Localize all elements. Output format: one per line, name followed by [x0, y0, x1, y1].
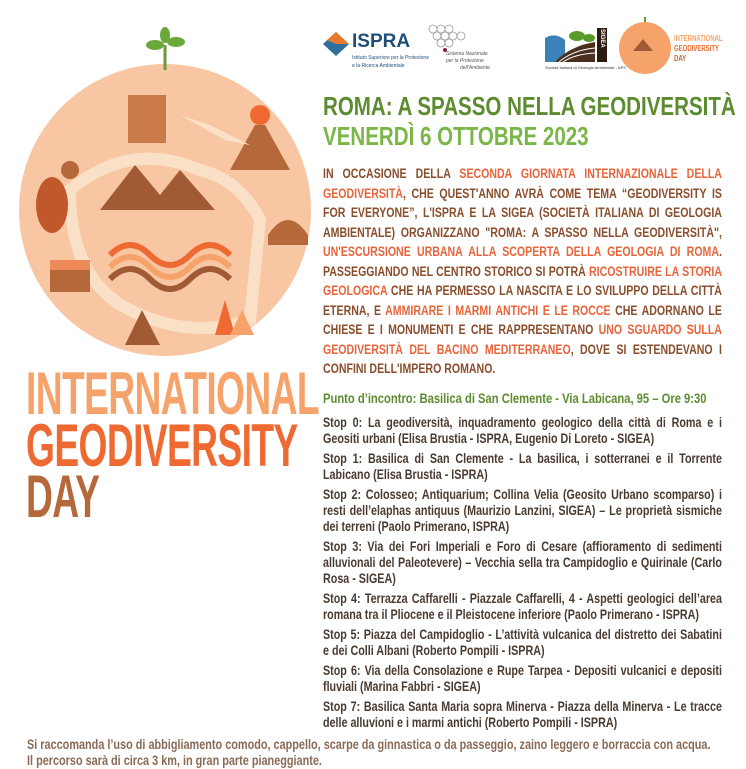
ispra-logo: [323, 30, 429, 74]
stop-item: Stop 0: La geodiversità, inquadramento geologico della città di Roma e i Geositi urbani (Elisa Brustia - ISPRA, Eugenio Di Loreto - SIGEA): [323, 414, 722, 446]
stop-item: Stop 4: Terrazza Caffarelli - Piazzale Caffarelli, 4 - Aspetti geologici dell’area romana tra il Pliocene e il Pleistocene inferiore (Paolo Primerano - ISPRA): [323, 590, 722, 622]
ammonite-icon: [61, 161, 79, 179]
igd-logo-line-2: GEODIVERSITY: [674, 44, 720, 53]
stop-item: Stop 3: Via dei Fori Imperiali e Foro di Cesare (affioramento di sedimenti alluvionali del Paleotevere) – Vecchia sella tra Campidoglio e Quirinale (Carlo Rosa - SIGEA): [323, 538, 722, 586]
highlighted-text: UN'ESCURSIONE URBANA ALLA SCOPERTA DELLA GEOLOGIA DI ROMA: [323, 244, 719, 259]
igd-logo-line-3: DAY: [674, 54, 687, 63]
event-details: [323, 91, 736, 735]
sigea-caption: Società Italiana di Geologia Ambientale - APS: [545, 65, 626, 70]
sigea-name: SIGEA: [599, 29, 605, 48]
title-line-international: INTERNATIONAL: [26, 360, 319, 427]
stop-item: Stop 7: Basilica Santa Maria sopra Minerva - Piazza della Minerva - Le tracce delle alluvioni e i marmi antichi (Roberto Pompili - ISPRA): [323, 698, 722, 730]
snpa-line-2: per la Protezione: [446, 58, 484, 64]
event-description: [323, 164, 722, 379]
footer-line-2: Il percorso sarà di circa 3 km, in gran parte pianeggiante.: [27, 753, 322, 768]
ispra-subtitle-2: e la Ricerca Ambientale: [352, 63, 405, 69]
description-text: , DOVE SI ESTENDEVANO I CONFINI DELL'IMPERO ROMANO.: [323, 341, 722, 376]
stop-item: Stop 1: Basilica di San Clemente - La basilica, i sotterranei e il Torrente Labicano (Elisa Brustia - ISPRA): [323, 450, 722, 482]
ispra-subtitle-1: Istituto Superiore per la Protezione: [352, 55, 429, 61]
highlighted-text: AMMIRARE I MARMI ANTICHI E LE ROCCE: [385, 302, 611, 318]
sigea-logo: [545, 28, 626, 72]
stop-item: Stop 6: Via della Consolazione e Rupe Tarpea - Depositi vulcanici e depositi fluviali (Marina Fabbri - SIGEA): [323, 662, 722, 694]
description-text: IN OCCASIONE DELLA: [323, 166, 460, 181]
highlighted-text: RICOSTRUIRE LA STORIA GEOLOGICA: [323, 263, 722, 298]
stop-item: Stop 5: Piazza del Campidoglio - L’attività vulcanica del distretto dei Sabatini e dei Colli Albani (Roberto Pompili - ISPRA): [323, 626, 722, 658]
event-title: ROMA: A SPASSO NELLA GEODIVERSITÀ: [323, 91, 736, 121]
snpa-logo: [428, 24, 503, 72]
cliff-icon: [128, 95, 166, 143]
geodiversity-illustration: [10, 20, 320, 360]
footer-line-1: Si raccomanda l’uso di abbigliamento comodo, cappello, scarpe da ginnastica o da passeggio, zaino leggero e borraccia con acqua.: [27, 737, 711, 752]
title-line-geodiversity: GEODIVERSITY: [26, 411, 298, 479]
stop-item: Stop 2: Colosseo; Antiquarium; Collina Velia (Geosito Urbano scomparso) i resti dell’elaphas antiquus (Maurizio Lanzini, SIGEA) – Le proprietà sismiche dei terreni (Paolo Primerano, ISPRA): [323, 486, 722, 534]
event-date: VENERDÌ 6 OTTOBRE 2023: [323, 121, 589, 151]
highlighted-text: SECONDA GIORNATA INTERNAZIONALE DELLA GEODIVERSITÀ: [323, 166, 722, 201]
title-line-day: DAY: [26, 463, 100, 531]
description-text: , CHE QUEST'ANNO AVRÀ COME TEMA “GEODIVERSITY IS FOR EVERYONE”, L'ISPRA E LA SIGEA (SOCIETÀ ITALIANA DI GEOLOGIA AMBIENTALE) ORGANIZZANO "ROMA: A SPASSO NELLA GEODIVERSITÀ",: [323, 185, 722, 240]
snpa-line-1: Sistema Nazionale: [446, 51, 488, 57]
footer-note: [27, 737, 715, 769]
meeting-point: Punto d’incontro: Basilica di San Clemente - Via Labicana, 95 – Ore 9:30: [323, 390, 707, 407]
eruption-icon: [250, 105, 270, 125]
igd-logo-line-1: INTERNATIONAL: [674, 34, 723, 43]
ispra-diamond-icon: [323, 32, 349, 56]
description-text: CHE HA PERMESSO LA NASCITA E LO SVILUPPO DELLA CITTÀ ETERNA, E: [323, 283, 722, 318]
stops-list: [323, 415, 722, 731]
plant-icon: [146, 27, 185, 70]
description-text: . PASSEGGIANDO NEL CENTRO STORICO SI POTRÀ: [323, 244, 722, 279]
igd-circle-icon: [617, 15, 673, 75]
international-geodiversity-day-title: [26, 360, 319, 531]
hexagon-network-icon: [428, 24, 473, 52]
snpa-line-3: dell'Ambiente: [460, 65, 490, 71]
igd-logo: [617, 15, 742, 75]
description-text: CHE ADORNANO LE CHIESE E I MONUMENTI E CHE RAPPRESENTANO: [323, 302, 722, 337]
highlighted-text: UNO SGUARDO SULLA GEODIVERSITÀ DEL BACINO MEDITERRANEO: [323, 322, 722, 357]
ispra-name: ISPRA: [352, 31, 411, 52]
fossil-icon: [36, 177, 68, 233]
